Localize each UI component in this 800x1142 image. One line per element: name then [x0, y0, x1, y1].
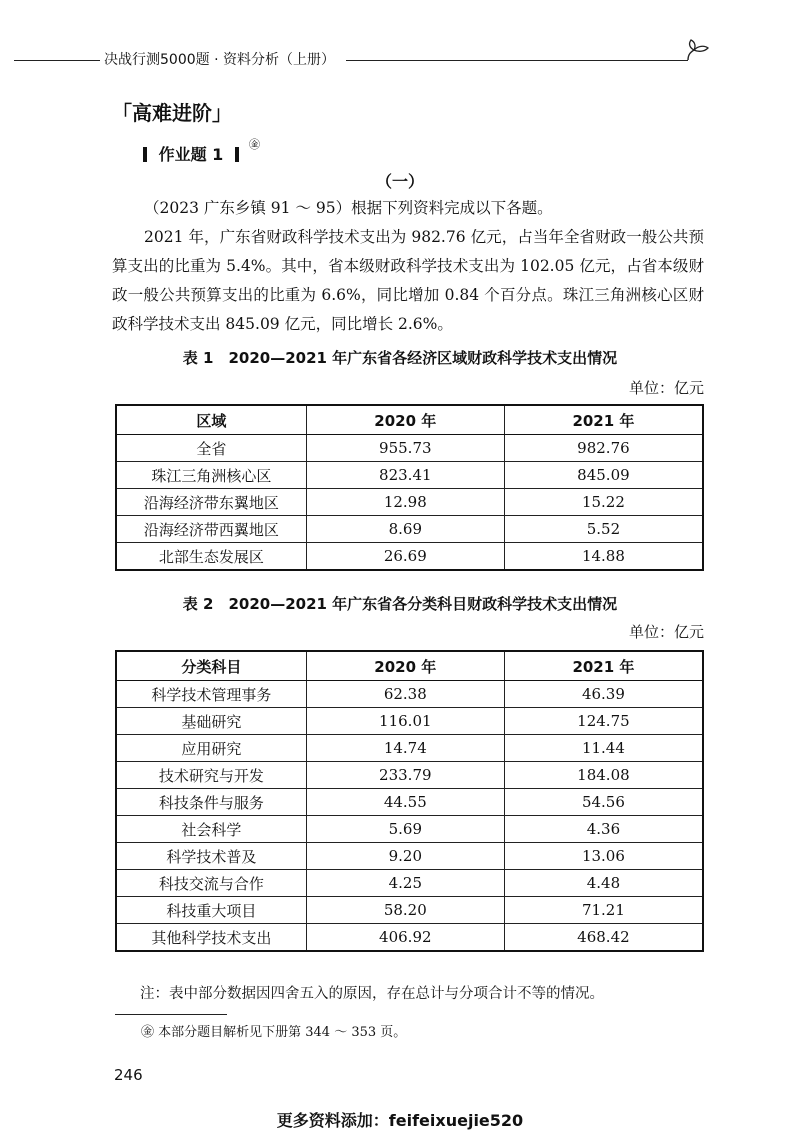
- row-label-cell: 北部生态发展区: [116, 543, 306, 571]
- value-cell: 184.08: [504, 762, 703, 789]
- value-cell: 4.48: [504, 870, 703, 897]
- table-row: [116, 816, 703, 843]
- subsection-title: （一）: [375, 172, 424, 191]
- table-header-cell: 2021 年: [504, 405, 703, 435]
- table2: [115, 650, 704, 952]
- sprout-icon: [684, 36, 714, 62]
- row-label-cell: 全省: [116, 435, 306, 462]
- value-cell: 54.56: [504, 789, 703, 816]
- table-header-cell: 2020 年: [306, 405, 504, 435]
- value-cell: 5.52: [504, 516, 703, 543]
- value-cell: 4.25: [306, 870, 504, 897]
- material-paragraph: 2021 年，广东省财政科学技术支出为 982.76 亿元，占当年全省财政一般公共预算支出的比重为 5.4%。其中，省本级财政科学技术支出为 102.05 亿元，占省本级财政一般公共预算支出的比重为 6.6%，同比增加 0.84 个百分点。珠江三角洲核心区财政科学技术支出 845.09 亿元，同比增长 2.6%。: [112, 228, 704, 333]
- table-row: [116, 870, 703, 897]
- value-cell: 5.69: [306, 816, 504, 843]
- value-cell: 62.38: [306, 681, 504, 708]
- row-label-cell: 珠江三角洲核心区: [116, 462, 306, 489]
- table-header-cell: 2021 年: [504, 651, 703, 681]
- table-row: [116, 789, 703, 816]
- value-cell: 9.20: [306, 843, 504, 870]
- table2-caption: 表 2 2020—2021 年广东省各分类科目财政科学技术支出情况: [182, 595, 618, 613]
- header-rule-left: [14, 60, 100, 61]
- table1-unit: 单位：亿元: [628, 379, 704, 397]
- table-row: [116, 897, 703, 924]
- value-cell: 71.21: [504, 897, 703, 924]
- assignment-label: 作业题 1: [158, 145, 224, 164]
- table-note: 注：表中部分数据因四舍五入的原因，存在总计与分项合计不等的情况。: [140, 986, 604, 1002]
- row-label-cell: 其他科学技术支出: [116, 924, 306, 952]
- value-cell: 823.41: [306, 462, 504, 489]
- table-header-row: [116, 651, 703, 681]
- value-cell: 46.39: [504, 681, 703, 708]
- assignment-bar-left: [143, 147, 147, 162]
- value-cell: 13.06: [504, 843, 703, 870]
- table1: [115, 404, 704, 571]
- table-row: [116, 735, 703, 762]
- value-cell: 11.44: [504, 735, 703, 762]
- value-cell: 12.98: [306, 489, 504, 516]
- row-label-cell: 沿海经济带东翼地区: [116, 489, 306, 516]
- value-cell: 406.92: [306, 924, 504, 952]
- row-label-cell: 社会科学: [116, 816, 306, 843]
- row-label-cell: 沿海经济带西翼地区: [116, 516, 306, 543]
- value-cell: 15.22: [504, 489, 703, 516]
- row-label-cell: 技术研究与开发: [116, 762, 306, 789]
- value-cell: 14.74: [306, 735, 504, 762]
- table-header-row: [116, 405, 703, 435]
- value-cell: 955.73: [306, 435, 504, 462]
- table-row: [116, 462, 703, 489]
- running-title: 决战行测5000题 · 资料分析（上册）: [104, 52, 335, 68]
- table2-unit: 单位：亿元: [628, 623, 704, 641]
- value-cell: 233.79: [306, 762, 504, 789]
- header-rule-right: [346, 60, 688, 61]
- bottom-watermark-text: 更多资料添加：feifeixuejie520: [276, 1111, 524, 1130]
- value-cell: 26.69: [306, 543, 504, 571]
- value-cell: 44.55: [306, 789, 504, 816]
- row-label-cell: 科技交流与合作: [116, 870, 306, 897]
- row-label-cell: 科技条件与服务: [116, 789, 306, 816]
- value-cell: 4.36: [504, 816, 703, 843]
- table1-caption: 表 1 2020—2021 年广东省各经济区域财政科学技术支出情况: [182, 349, 618, 367]
- value-cell: 124.75: [504, 708, 703, 735]
- table-row: [116, 489, 703, 516]
- table-row: [116, 681, 703, 708]
- row-label-cell: 科学技术普及: [116, 843, 306, 870]
- footnote-rule: [115, 1014, 227, 1015]
- table-row: [116, 762, 703, 789]
- table-row: [116, 516, 703, 543]
- table-header-cell: 分类科目: [116, 651, 306, 681]
- table-row: [116, 435, 703, 462]
- value-cell: 468.42: [504, 924, 703, 952]
- row-label-cell: 应用研究: [116, 735, 306, 762]
- value-cell: 845.09: [504, 462, 703, 489]
- row-label-cell: 基础研究: [116, 708, 306, 735]
- table-row: [116, 843, 703, 870]
- question-source: （2023 广东乡镇 91 ～ 95）根据下列资料完成以下各题。: [144, 199, 553, 217]
- value-cell: 14.88: [504, 543, 703, 571]
- note-mark-icon: ㊎: [249, 138, 260, 151]
- footnote: ㊎ 本部分题目解析见下册第 344 ～ 353 页。: [141, 1025, 407, 1040]
- table-header-cell: 区域: [116, 405, 306, 435]
- table-row: [116, 924, 703, 952]
- row-label-cell: 科技重大项目: [116, 897, 306, 924]
- assignment-heading: [143, 142, 239, 165]
- row-label-cell: 科学技术管理事务: [116, 681, 306, 708]
- value-cell: 8.69: [306, 516, 504, 543]
- value-cell: 982.76: [504, 435, 703, 462]
- value-cell: 58.20: [306, 897, 504, 924]
- table-header-cell: 2020 年: [306, 651, 504, 681]
- table-row: [116, 543, 703, 571]
- value-cell: 116.01: [306, 708, 504, 735]
- page-number: 246: [114, 1066, 143, 1084]
- table-row: [116, 708, 703, 735]
- assignment-bar-right: [235, 147, 239, 162]
- section-title: 「高难进阶」: [112, 101, 232, 125]
